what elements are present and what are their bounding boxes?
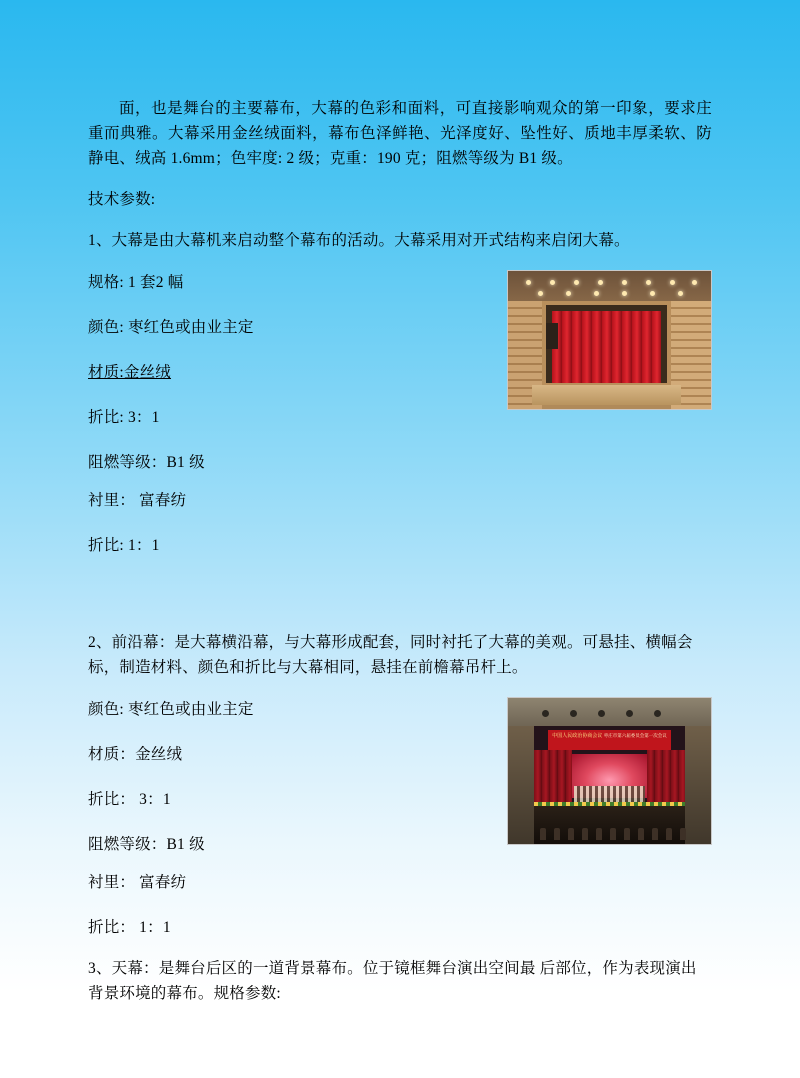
- figure1-ceiling-lights: [526, 280, 696, 298]
- figure1-stage-floor: [532, 385, 681, 405]
- spec2-material: 材质：金丝绒: [88, 745, 183, 763]
- spec1-flame-grade: 阻燃等级：B1 级: [88, 453, 205, 471]
- figure2-stage: [534, 726, 685, 806]
- figure2-banner-line1: 中国人民政治协商会议: [552, 732, 603, 739]
- figure2-right-wall: [685, 726, 711, 844]
- figure2-left-curtain: [534, 750, 572, 806]
- spec1-material: 材质:金丝绒: [88, 363, 172, 381]
- spec1-lining: 衬里： 富春纺: [88, 492, 187, 510]
- figure2-ceiling: [508, 698, 711, 728]
- spec1-size: 规格: 1 套2 幅: [88, 273, 184, 291]
- figure1-speaker: [546, 323, 558, 349]
- figure2-left-wall: [508, 726, 534, 844]
- figure2-right-curtain: [647, 750, 685, 806]
- figure2-red-banner: [548, 730, 671, 750]
- section-1-with-figure: [88, 270, 712, 597]
- spec1-fold-ratio-2: 折比: 1：1: [88, 537, 160, 555]
- paragraph-intro: 面，也是舞台的主要幕布，大幕的色彩和面料，可直接影响观众的第一印象，要求庄重而典雅。大幕采用金丝绒面料，幕布色泽鲜艳、光泽度好、坠性好、质地丰厚柔软、防静电、绒高 1.6mm；色牢度: 2 级；克重：190 克；阻燃等级为 B1 级。: [88, 100, 712, 168]
- spec2-fold-ratio: 折比： 3：1: [88, 790, 171, 808]
- figure1-red-curtain: [552, 311, 661, 383]
- spec2-fold-ratio-2: 折比： 1：1: [88, 919, 171, 937]
- spec1-fold-ratio: 折比: 3：1: [88, 408, 160, 426]
- section-2-with-figure: [88, 697, 712, 957]
- paragraph-item-2: 2、前沿幕：是大幕横沿幕，与大幕形成配套，同时衬托了大幕的美观。可悬挂、横幅会标，制造材料、颜色和折比与大幕相同，悬挂在前檐幕吊杆上。: [88, 634, 693, 677]
- spec1-color: 颜色: 枣红色或由业主定: [88, 318, 254, 336]
- document-content: [88, 96, 712, 1022]
- paragraph-item-3: 3、天幕：是舞台后区的一道背景幕布。位于镜框舞台演出空间最 后部位，作为表现演出背景环境的幕布。规格参数:: [88, 960, 697, 1003]
- figure2-people-row: [574, 786, 645, 802]
- paragraph-tech-params-heading: 技术参数:: [88, 191, 156, 209]
- figure2-audience-seats: [534, 806, 685, 844]
- spec2-lining: 衬里： 富春纺: [88, 873, 187, 891]
- conference-hall-stage-photo: [507, 697, 712, 845]
- paragraph-item-1: 1、大幕是由大幕机来启动整个幕布的活动。大幕采用对开式结构来启闭大幕。: [88, 232, 630, 250]
- spec2-flame-grade: 阻燃等级：B1 级: [88, 835, 205, 853]
- figure2-banner-line2: 枣庄市第六届委员会第一次会议: [603, 732, 667, 738]
- figure1-proscenium: [542, 301, 671, 387]
- red-stage-curtain-photo: [507, 270, 712, 410]
- spec2-color: 颜色: 枣红色或由业主定: [88, 700, 254, 718]
